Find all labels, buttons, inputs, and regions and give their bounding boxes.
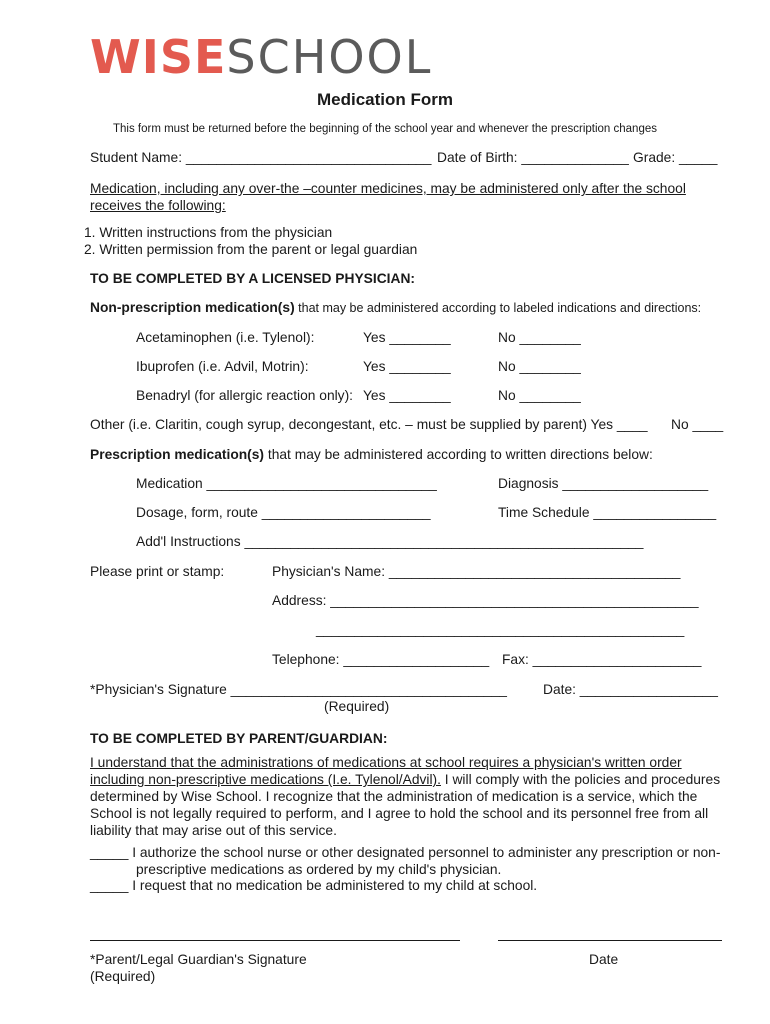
rx-bold: Prescription medication(s) bbox=[90, 447, 265, 462]
physician-heading: TO BE COMPLETED BY A LICENSED PHYSICIAN: bbox=[90, 271, 416, 286]
option-authorize-text-line2: prescriptive medications as ordered by my child's physician. bbox=[136, 862, 502, 877]
grade-field[interactable]: Grade: _____ bbox=[633, 150, 718, 165]
nonrx-bold: Non-prescription medication(s) bbox=[90, 300, 295, 315]
print-stamp-label: Please print or stamp: bbox=[90, 564, 225, 579]
nonrx-row-1-name: Acetaminophen (i.e. Tylenol): bbox=[136, 330, 315, 345]
physician-address-field[interactable]: Address: ________________________________________________ bbox=[272, 593, 699, 608]
parent-signature-required: (Required) bbox=[90, 969, 156, 984]
requirement-1: 1. Written instructions from the physician bbox=[84, 225, 333, 240]
parent-date-label: Date bbox=[589, 952, 619, 967]
dob-field[interactable]: Date of Birth: ______________ bbox=[437, 150, 629, 165]
rx-rest: that may be administered according to written directions below: bbox=[264, 447, 653, 462]
rx-medication-field[interactable]: Medication ______________________________ bbox=[136, 476, 437, 491]
requirement-2: 2. Written permission from the parent or legal guardian bbox=[84, 242, 418, 257]
nonrx-intro bbox=[90, 300, 701, 315]
nonrx-row-2-no[interactable]: No ________ bbox=[498, 359, 581, 374]
logo-wise: WISE bbox=[90, 30, 227, 84]
rx-intro bbox=[90, 447, 653, 462]
physician-date-field[interactable]: Date: __________________ bbox=[543, 682, 718, 697]
intro-text: Medication, including any over-the –counter medicines, may be administered only after the school receives the following: bbox=[90, 181, 686, 213]
physician-name-field[interactable]: Physician's Name: ______________________________________ bbox=[272, 564, 681, 579]
parent-signature-label: *Parent/Legal Guardian's Signature bbox=[90, 952, 307, 967]
nonrx-row-3-no[interactable]: No ________ bbox=[498, 388, 581, 403]
physician-fax-field[interactable]: Fax: ______________________ bbox=[502, 652, 702, 667]
parent-signature-line[interactable] bbox=[90, 940, 460, 941]
option-authorize-text: I authorize the school nurse or other designated personnel to administer any prescription or non- bbox=[128, 845, 721, 860]
logo-school: SCHOOL bbox=[226, 30, 433, 84]
nonrx-row-2-yes[interactable]: Yes ________ bbox=[363, 359, 451, 374]
form-title: Medication Form bbox=[316, 90, 453, 109]
physician-required-note: (Required) bbox=[324, 699, 390, 714]
student-name-field[interactable]: Student Name: ________________________________ bbox=[90, 150, 432, 165]
nonrx-row-3-name: Benadryl (for allergic reaction only): bbox=[136, 388, 354, 403]
option-no-medication-text: I request that no medication be administered to my child at school. bbox=[128, 878, 538, 893]
parent-date-line[interactable] bbox=[498, 940, 722, 941]
nonrx-row-2-name: Ibuprofen (i.e. Advil, Motrin): bbox=[136, 359, 309, 374]
option-authorize-blank[interactable]: _____ bbox=[90, 845, 129, 860]
parent-agreement-underlined: I understand that the administrations of medications at school requires a physician's written order including non-prescriptive medications (I.e. Tylenol/Advil). bbox=[90, 755, 682, 787]
option-authorize[interactable] bbox=[90, 845, 720, 860]
option-no-medication[interactable] bbox=[90, 878, 537, 893]
form-subtitle: This form must be returned before the beginning of the school year and whenever the prescription changes bbox=[112, 123, 657, 135]
physician-telephone-field[interactable]: Telephone: ___________________ bbox=[272, 652, 490, 667]
physician-address-line2[interactable]: ________________________________________________ bbox=[316, 622, 685, 637]
nonrx-row-1-yes[interactable]: Yes ________ bbox=[363, 330, 451, 345]
option-no-medication-blank[interactable]: _____ bbox=[90, 878, 129, 893]
nonrx-other-no[interactable]: No ____ bbox=[671, 417, 724, 432]
school-logo bbox=[90, 30, 432, 84]
nonrx-rest: that may be administered according to labeled indications and directions: bbox=[294, 301, 702, 315]
parent-heading: TO BE COMPLETED BY PARENT/GUARDIAN: bbox=[90, 731, 388, 746]
physician-signature-field[interactable]: *Physician's Signature ____________________________________ bbox=[90, 682, 507, 697]
parent-agreement bbox=[90, 754, 735, 839]
rx-dosage-field[interactable]: Dosage, form, route ______________________ bbox=[136, 505, 431, 520]
nonrx-row-1-no[interactable]: No ________ bbox=[498, 330, 581, 345]
parent-agreement-rest: I will comply with the policies and procedures determined by Wise School. I recognize that the administration of medication is a service, which the School is not legally required to perform, and I agree to hold the school and its personnel free from all liability that may arise out of this service. bbox=[90, 772, 721, 838]
nonrx-row-3-yes[interactable]: Yes ________ bbox=[363, 388, 451, 403]
rx-schedule-field[interactable]: Time Schedule ________________ bbox=[498, 505, 717, 520]
rx-addl-field[interactable]: Add'l Instructions ____________________________________________________ bbox=[136, 534, 644, 549]
nonrx-other[interactable]: Other (i.e. Claritin, cough syrup, decongestant, etc. – must be supplied by parent) Yes ____ bbox=[90, 417, 648, 432]
rx-diagnosis-field[interactable]: Diagnosis ___________________ bbox=[498, 476, 709, 491]
